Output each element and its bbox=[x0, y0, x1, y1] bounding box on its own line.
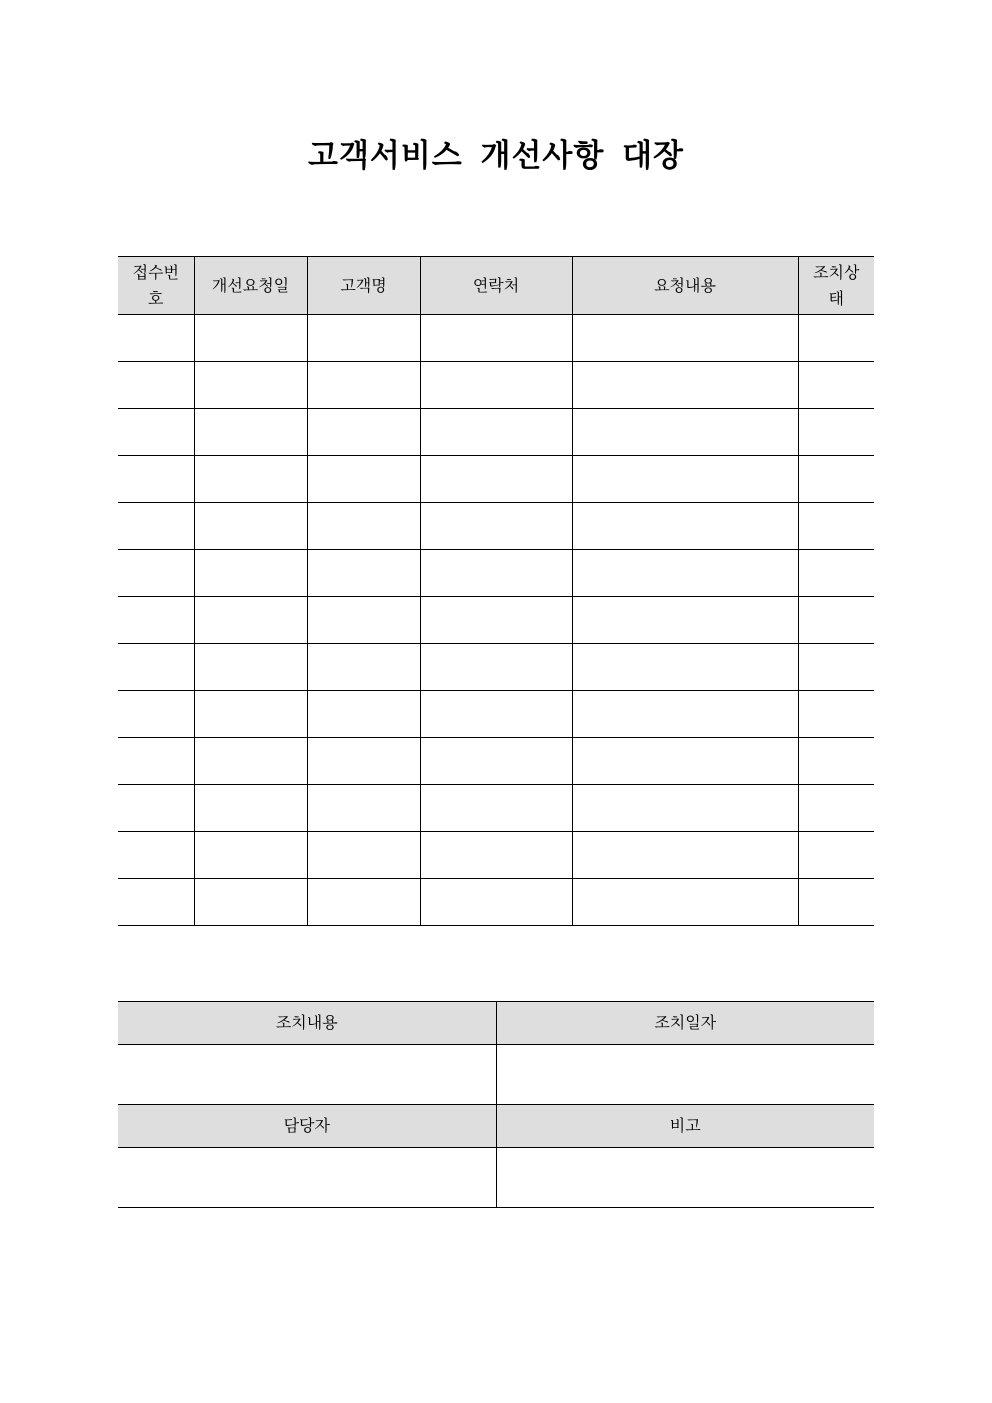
table-row bbox=[118, 409, 874, 456]
header-receipt-number bbox=[118, 257, 194, 315]
manager-header-row bbox=[118, 1105, 874, 1148]
customer-name-cell[interactable] bbox=[307, 644, 420, 691]
contact-cell[interactable] bbox=[420, 879, 572, 926]
action-entry-row bbox=[118, 1045, 874, 1105]
action-date-cell[interactable] bbox=[496, 1045, 874, 1105]
table-row bbox=[118, 550, 874, 597]
action-status-cell[interactable] bbox=[798, 315, 874, 362]
header-action-status-line2: 태 bbox=[828, 288, 844, 308]
request-date-cell[interactable] bbox=[194, 691, 307, 738]
receipt-number-cell[interactable] bbox=[118, 550, 194, 597]
table-row bbox=[118, 879, 874, 926]
document-title: 고객서비스 개선사항 대장 bbox=[308, 138, 684, 174]
header-request-date: 개선요청일 bbox=[194, 257, 307, 315]
request-content-cell[interactable] bbox=[572, 832, 798, 879]
contact-cell[interactable] bbox=[420, 738, 572, 785]
receipt-number-cell[interactable] bbox=[118, 315, 194, 362]
header-action-status-line1: 조치상 bbox=[813, 262, 860, 282]
request-date-cell[interactable] bbox=[194, 832, 307, 879]
action-status-cell[interactable] bbox=[798, 597, 874, 644]
request-content-cell[interactable] bbox=[572, 879, 798, 926]
remarks-cell[interactable] bbox=[496, 1148, 874, 1208]
request-content-cell[interactable] bbox=[572, 550, 798, 597]
action-header-row bbox=[118, 1002, 874, 1045]
register-body bbox=[118, 315, 874, 926]
request-date-cell[interactable] bbox=[194, 503, 307, 550]
action-status-cell[interactable] bbox=[798, 691, 874, 738]
action-status-cell[interactable] bbox=[798, 503, 874, 550]
contact-cell[interactable] bbox=[420, 409, 572, 456]
register-header-row bbox=[118, 257, 874, 315]
request-content-cell[interactable] bbox=[572, 644, 798, 691]
table-row bbox=[118, 597, 874, 644]
request-date-cell[interactable] bbox=[194, 456, 307, 503]
action-content-cell[interactable] bbox=[118, 1045, 496, 1105]
request-content-cell[interactable] bbox=[572, 785, 798, 832]
customer-name-cell[interactable] bbox=[307, 879, 420, 926]
action-status-cell[interactable] bbox=[798, 785, 874, 832]
contact-cell[interactable] bbox=[420, 832, 572, 879]
contact-cell[interactable] bbox=[420, 785, 572, 832]
request-date-cell[interactable] bbox=[194, 879, 307, 926]
table-row bbox=[118, 315, 874, 362]
table-row bbox=[118, 362, 874, 409]
customer-name-cell[interactable] bbox=[307, 362, 420, 409]
header-action-date: 조치일자 bbox=[496, 1002, 874, 1045]
request-content-cell[interactable] bbox=[572, 456, 798, 503]
request-content-cell[interactable] bbox=[572, 691, 798, 738]
contact-cell[interactable] bbox=[420, 597, 572, 644]
customer-name-cell[interactable] bbox=[307, 503, 420, 550]
request-content-cell[interactable] bbox=[572, 315, 798, 362]
request-content-cell[interactable] bbox=[572, 362, 798, 409]
table-row bbox=[118, 456, 874, 503]
request-content-cell[interactable] bbox=[572, 738, 798, 785]
header-action-content: 조치내용 bbox=[118, 1002, 496, 1045]
customer-name-cell[interactable] bbox=[307, 550, 420, 597]
header-request-content: 요청내용 bbox=[572, 257, 798, 315]
header-receipt-number-line1: 접수번 bbox=[132, 262, 179, 282]
request-date-cell[interactable] bbox=[194, 785, 307, 832]
customer-name-cell[interactable] bbox=[307, 691, 420, 738]
receipt-number-cell[interactable] bbox=[118, 691, 194, 738]
improvement-register-table bbox=[118, 256, 874, 926]
contact-cell[interactable] bbox=[420, 644, 572, 691]
contact-cell[interactable] bbox=[420, 456, 572, 503]
contact-cell[interactable] bbox=[420, 503, 572, 550]
header-person-in-charge: 담당자 bbox=[118, 1105, 496, 1148]
customer-name-cell[interactable] bbox=[307, 832, 420, 879]
request-date-cell[interactable] bbox=[194, 550, 307, 597]
table-row bbox=[118, 691, 874, 738]
action-status-cell[interactable] bbox=[798, 738, 874, 785]
customer-name-cell[interactable] bbox=[307, 597, 420, 644]
table-row bbox=[118, 785, 874, 832]
receipt-number-cell[interactable] bbox=[118, 738, 194, 785]
header-contact: 연락처 bbox=[420, 257, 572, 315]
contact-cell[interactable] bbox=[420, 315, 572, 362]
customer-name-cell[interactable] bbox=[307, 315, 420, 362]
receipt-number-cell[interactable] bbox=[118, 362, 194, 409]
request-date-cell[interactable] bbox=[194, 362, 307, 409]
table-row bbox=[118, 832, 874, 879]
table-row bbox=[118, 644, 874, 691]
receipt-number-cell[interactable] bbox=[118, 503, 194, 550]
contact-cell[interactable] bbox=[420, 362, 572, 409]
action-status-cell[interactable] bbox=[798, 832, 874, 879]
request-content-cell[interactable] bbox=[572, 503, 798, 550]
action-status-cell[interactable] bbox=[798, 456, 874, 503]
contact-cell[interactable] bbox=[420, 691, 572, 738]
receipt-number-cell[interactable] bbox=[118, 409, 194, 456]
receipt-number-cell[interactable] bbox=[118, 879, 194, 926]
manager-entry-row bbox=[118, 1148, 874, 1208]
action-status-cell[interactable] bbox=[798, 409, 874, 456]
request-date-cell[interactable] bbox=[194, 644, 307, 691]
contact-cell[interactable] bbox=[420, 550, 572, 597]
receipt-number-cell[interactable] bbox=[118, 597, 194, 644]
receipt-number-cell[interactable] bbox=[118, 644, 194, 691]
customer-name-cell[interactable] bbox=[307, 456, 420, 503]
person-in-charge-cell[interactable] bbox=[118, 1148, 496, 1208]
action-status-cell[interactable] bbox=[798, 362, 874, 409]
customer-name-cell[interactable] bbox=[307, 785, 420, 832]
receipt-number-cell[interactable] bbox=[118, 785, 194, 832]
table-row bbox=[118, 738, 874, 785]
receipt-number-cell[interactable] bbox=[118, 456, 194, 503]
request-date-cell[interactable] bbox=[194, 315, 307, 362]
action-status-cell[interactable] bbox=[798, 550, 874, 597]
header-action-status bbox=[798, 257, 874, 315]
header-remarks: 비고 bbox=[496, 1105, 874, 1148]
header-customer-name: 고객명 bbox=[307, 257, 420, 315]
request-content-cell[interactable] bbox=[572, 409, 798, 456]
request-date-cell[interactable] bbox=[194, 597, 307, 644]
customer-name-cell[interactable] bbox=[307, 409, 420, 456]
request-date-cell[interactable] bbox=[194, 738, 307, 785]
customer-name-cell[interactable] bbox=[307, 738, 420, 785]
header-receipt-number-line2: 호 bbox=[148, 288, 164, 308]
action-status-cell[interactable] bbox=[798, 644, 874, 691]
receipt-number-cell[interactable] bbox=[118, 832, 194, 879]
request-date-cell[interactable] bbox=[194, 409, 307, 456]
table-row bbox=[118, 503, 874, 550]
action-details-table bbox=[118, 1001, 874, 1208]
action-status-cell[interactable] bbox=[798, 879, 874, 926]
request-content-cell[interactable] bbox=[572, 597, 798, 644]
